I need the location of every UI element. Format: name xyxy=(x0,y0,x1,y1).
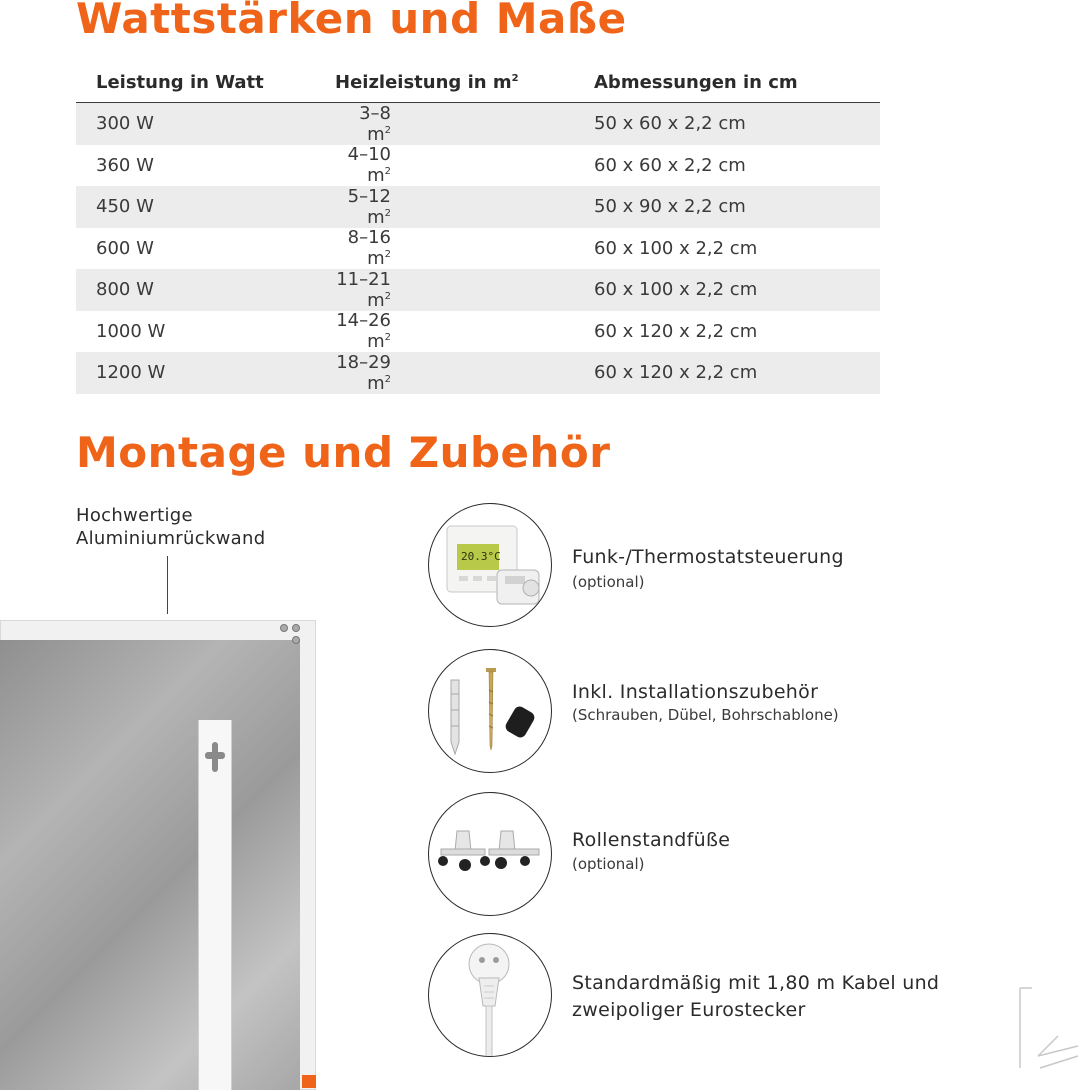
cell-dimensions: 50 x 60 x 2,2 cm xyxy=(594,113,746,135)
accent-corner xyxy=(302,1075,316,1088)
cell-dimensions: 60 x 120 x 2,2 cm xyxy=(594,362,758,384)
cell-area: 11–21 $m^2$ xyxy=(336,268,391,311)
table-row xyxy=(76,186,880,228)
cell-area: 8–16 $m^2$ xyxy=(347,227,391,270)
table-row xyxy=(76,269,880,311)
aluminium-back-panel xyxy=(0,640,300,1090)
screw-icon xyxy=(292,624,300,632)
cell-power: 600 W xyxy=(96,237,154,259)
caster-feet-icon xyxy=(428,792,552,916)
cell-dimensions: 60 x 100 x 2,2 cm xyxy=(594,279,758,301)
accessory-title-installation: Inkl. Installationszubehör xyxy=(572,681,819,703)
mounting-rail xyxy=(198,720,232,1090)
specs-table xyxy=(76,62,880,394)
accessory-title-casters: Rollenstandfüße xyxy=(572,829,731,851)
cell-area: 3–8 $m^2$ xyxy=(359,102,391,145)
cell-dimensions: 50 x 90 x 2,2 cm xyxy=(594,196,746,218)
accessory-sub-thermostat: (optional) xyxy=(572,573,645,591)
header-power: Leistung in Watt xyxy=(96,71,264,93)
screw-dowel-icon xyxy=(428,649,552,773)
cell-power: 1000 W xyxy=(96,320,166,342)
cell-power: 1200 W xyxy=(96,362,166,384)
table-row xyxy=(76,352,880,394)
specs-heading: Wattstärken und Maße xyxy=(76,0,627,43)
brand-mark-icon xyxy=(1018,986,1080,1070)
label-leader-line xyxy=(167,556,168,614)
accessory-sub-installation: (Schrauben, Dübel, Bohrschablone) xyxy=(572,706,839,724)
table-row xyxy=(76,103,880,145)
table-row xyxy=(76,311,880,353)
accessory-title-thermostat: Funk-/Thermostatsteuerung xyxy=(572,546,844,568)
header-dimensions: Abmessungen in cm xyxy=(594,71,798,93)
cell-dimensions: 60 x 60 x 2,2 cm xyxy=(594,154,746,176)
cell-area: 18–29 $m^2$ xyxy=(336,351,391,394)
screw-icon xyxy=(280,624,288,632)
cell-area: 5–12 $m^2$ xyxy=(347,185,391,228)
cell-dimensions: 60 x 100 x 2,2 cm xyxy=(594,237,758,259)
header-area: Heizleistung in $m^2$ xyxy=(335,71,519,93)
thermostat-icon xyxy=(428,503,552,627)
table-row xyxy=(76,145,880,187)
cell-power: 360 W xyxy=(96,154,154,176)
accessory-sub-casters: (optional) xyxy=(572,855,645,873)
cell-power: 300 W xyxy=(96,113,154,135)
cell-area: 4–10 $m^2$ xyxy=(347,144,391,187)
cell-area: 14–26 $m^2$ xyxy=(336,310,391,353)
panel-label: Hochwertige Aluminiumrückwand xyxy=(76,505,266,549)
cell-power: 450 W xyxy=(96,196,154,218)
svg-text:20.3°C: 20.3°C xyxy=(461,550,501,563)
table-row xyxy=(76,228,880,270)
euro-plug-icon xyxy=(428,933,552,1057)
accessory-title-cable: Standardmäßig mit 1,80 m Kabel und zweipoliger Eurostecker xyxy=(572,972,940,1021)
keyhole-slot-icon xyxy=(199,738,231,798)
cell-power: 800 W xyxy=(96,279,154,301)
mounting-heading: Montage und Zubehör xyxy=(76,428,611,477)
screw-icon xyxy=(292,636,300,644)
cell-dimensions: 60 x 120 x 2,2 cm xyxy=(594,320,758,342)
table-header xyxy=(76,62,880,103)
